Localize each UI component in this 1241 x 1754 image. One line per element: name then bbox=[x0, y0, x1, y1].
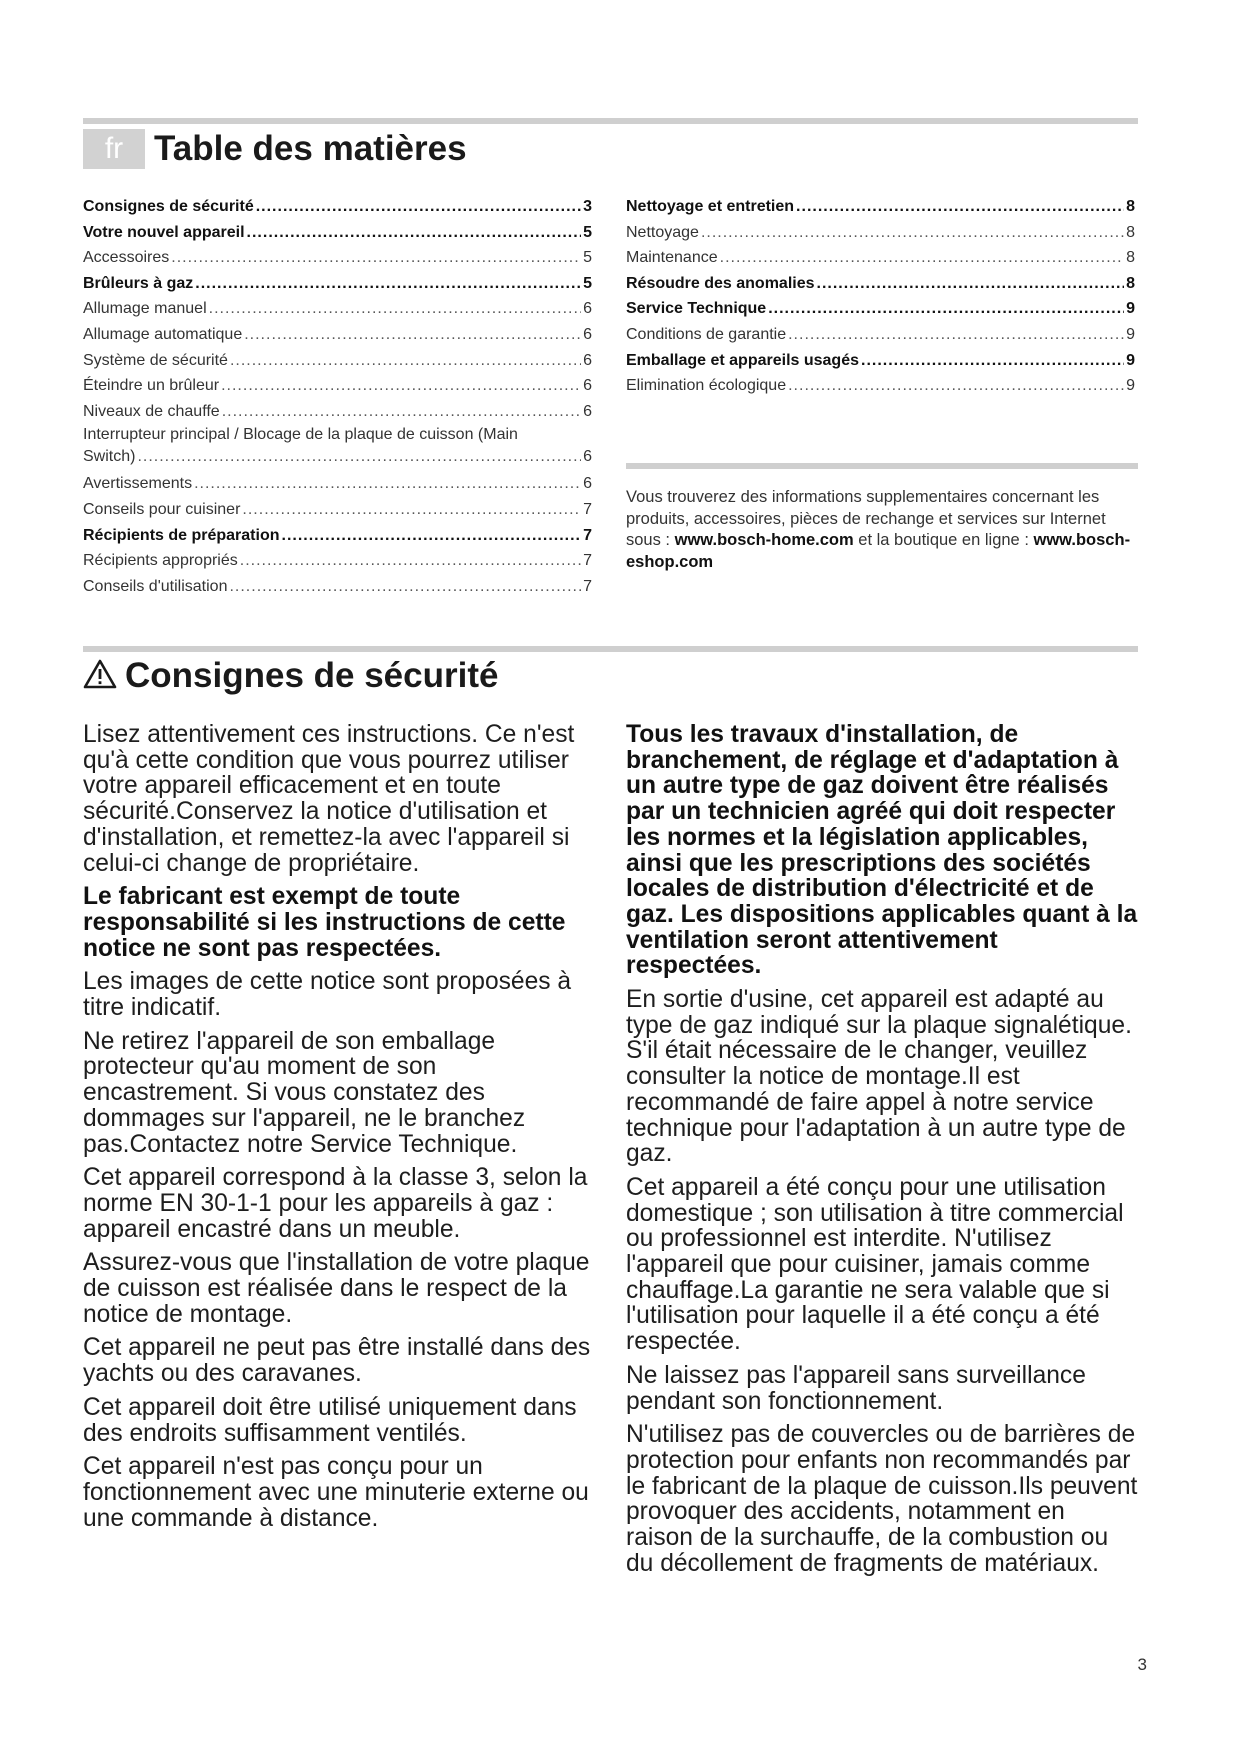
toc-entry[interactable] bbox=[83, 296, 592, 322]
toc-entry[interactable] bbox=[83, 523, 592, 549]
toc-leader bbox=[171, 245, 581, 271]
toc-entry-label: Accessoires bbox=[83, 249, 170, 267]
toc-entry[interactable] bbox=[83, 194, 592, 220]
toc-leader bbox=[788, 322, 1124, 348]
safety-left-column bbox=[83, 722, 595, 1539]
toc-leader bbox=[244, 322, 581, 348]
home-link[interactable]: www.bosch-home.com bbox=[674, 531, 854, 549]
safety-paragraph: Lisez attentivement ces instructions. Ce n'est qu'à cette condition que vous pourrez utiliser votre appareil efficacement et en toute sécurité.Conservez la notice d'utilisation et d'installation, et remettez-la avec l'appareil si celui-ci change de propriétaire. bbox=[83, 721, 575, 877]
toc-leader bbox=[720, 245, 1124, 271]
toc-leader bbox=[788, 373, 1124, 399]
toc-page: 7 bbox=[583, 552, 592, 570]
safety-paragraph: Cet appareil ne peut pas être installé dans des yachts ou des caravanes. bbox=[83, 1334, 591, 1388]
safety-right-column bbox=[626, 722, 1138, 1585]
safety-paragraph: En sortie d'usine, cet appareil est adapté au type de gaz indiqué sur la plaque signalétique. S'il était nécessaire de le changer, veuillez consulter la notice de montage.Il est recommandé de faire appel à notre service technique pour l'adaptation à un autre type de gaz. bbox=[626, 986, 1132, 1168]
toc-entry[interactable] bbox=[83, 348, 592, 374]
safety-paragraph: N'utilisez pas de couvercles ou de barrières de protection pour enfants non recommandés par le fabricant de la plaque de cuisson.Ils peuvent provoquer des accidents, notamment en raison de la surchauffe, de la combustion ou du décollement de fragments de matériaux. bbox=[626, 1421, 1138, 1577]
toc-entry[interactable] bbox=[626, 322, 1135, 348]
info-rule bbox=[626, 463, 1138, 469]
toc-leader bbox=[221, 373, 581, 399]
toc-page: 5 bbox=[583, 274, 592, 292]
safety-title: Consignes de sécurité bbox=[125, 656, 499, 695]
toc-entry-label: Conditions de garantie bbox=[626, 325, 787, 343]
toc-entry-label: Emballage et appareils usagés bbox=[626, 351, 859, 369]
safety-paragraph: Ne retirez l'appareil de son emballage protecteur qu'au moment de son encastrement. Si vous constatez des dommages sur l'appareil, ne le branchez pas.Contactez notre Service Technique. bbox=[83, 1027, 526, 1158]
toc-page: 5 bbox=[583, 249, 592, 267]
toc-left-column bbox=[83, 194, 592, 599]
toc-entry-label: Conseils pour cuisiner bbox=[83, 500, 241, 518]
toc-page: 6 bbox=[583, 351, 592, 369]
safety-paragraph: Assurez-vous que l'installation de votre plaque de cuisson est réalisée dans le respect de la notice de montage. bbox=[83, 1249, 590, 1328]
toc-leader bbox=[195, 271, 581, 297]
page-number: 3 bbox=[1137, 1655, 1147, 1674]
safety-rule bbox=[83, 646, 1138, 652]
safety-paragraph: Cet appareil correspond à la classe 3, selon la norme EN 30-1-1 pour les appareils à gaz : appareil encastré dans un meuble. bbox=[83, 1164, 588, 1243]
info-text-2: et la boutique en ligne : bbox=[853, 531, 1034, 549]
toc-entry-label: Maintenance bbox=[626, 249, 718, 267]
toc-entry[interactable] bbox=[626, 373, 1135, 399]
toc-page: 7 bbox=[583, 500, 592, 518]
toc-entry[interactable] bbox=[83, 548, 592, 574]
toc-entry-label: Allumage manuel bbox=[83, 300, 207, 318]
toc-right-column bbox=[626, 194, 1135, 399]
toc-leader bbox=[229, 574, 581, 600]
eshop-link[interactable]: www.bosch-eshop.com bbox=[626, 531, 1131, 571]
toc-leader bbox=[222, 399, 581, 425]
safety-paragraph: Les images de cette notice sont proposées à titre indicatif. bbox=[83, 968, 572, 1022]
info-box bbox=[626, 487, 1138, 573]
toc-page: 8 bbox=[1126, 198, 1135, 215]
toc-page: 6 bbox=[583, 300, 592, 318]
safety-paragraph-bold: Tous les travaux d'installation, de branchement, de réglage et d'adaptation à un autre type de gaz doivent être réalisés par un technicien agréé qui doit respecter les normes et la législation applicables, ainsi que les prescriptions des sociétés locales de distribution d'électricité et de gaz. Les dispositions applicables quant à la ventilation seront attentivement respectées. bbox=[626, 721, 1138, 980]
toc-page: 3 bbox=[583, 198, 592, 215]
safety-paragraph: Cet appareil n'est pas conçu pour un fonctionnement avec une minuterie externe ou une commande à distance. bbox=[83, 1453, 589, 1532]
toc-page: 6 bbox=[583, 325, 592, 343]
toc-entry[interactable] bbox=[626, 296, 1135, 322]
toc-entry-label: Avertissements bbox=[83, 475, 193, 493]
safety-paragraph: Ne laissez pas l'appareil sans surveillance pendant son fonctionnement. bbox=[626, 1361, 1086, 1415]
toc-entry[interactable] bbox=[83, 322, 592, 348]
toc-leader bbox=[256, 194, 581, 220]
toc-entry-label: Récipients appropriés bbox=[83, 552, 238, 570]
toc-entry[interactable] bbox=[626, 194, 1135, 220]
toc-entry-label-cont: Switch) bbox=[83, 448, 136, 466]
toc-entry-label: Éteindre un brûleur bbox=[83, 377, 220, 395]
toc-page: 5 bbox=[583, 223, 592, 241]
toc-leader bbox=[247, 220, 582, 246]
toc-page: 9 bbox=[1126, 377, 1135, 395]
toc-leader bbox=[861, 348, 1124, 374]
language-badge: fr bbox=[83, 129, 145, 169]
toc-entry-label: Allumage automatique bbox=[83, 325, 243, 343]
toc-entry[interactable] bbox=[626, 348, 1135, 374]
toc-entry[interactable] bbox=[83, 574, 592, 600]
toc-entry-label: Niveaux de chauffe bbox=[83, 402, 220, 420]
toc-entry-label: Consignes de sécurité bbox=[83, 198, 254, 215]
toc-page: 9 bbox=[1126, 300, 1135, 318]
toc-entry-label: Système de sécurité bbox=[83, 351, 228, 369]
toc-entry[interactable] bbox=[83, 373, 592, 399]
toc-entry[interactable] bbox=[83, 220, 592, 246]
toc-entry-label: Votre nouvel appareil bbox=[83, 223, 245, 241]
toc-leader bbox=[240, 548, 581, 574]
top-rule bbox=[83, 118, 1138, 124]
toc-leader bbox=[194, 471, 581, 497]
toc-leader bbox=[701, 220, 1124, 246]
toc-page: 9 bbox=[1126, 351, 1135, 369]
toc-page: 7 bbox=[583, 526, 592, 544]
toc-entry[interactable] bbox=[83, 399, 592, 425]
toc-entry-label: Interrupteur principal / Blocage de la plaque de cuisson (Main bbox=[83, 426, 518, 444]
toc-leader bbox=[209, 296, 581, 322]
toc-leader bbox=[282, 523, 582, 549]
toc-page: 8 bbox=[1126, 249, 1135, 267]
toc-entry-label: Résoudre des anomalies bbox=[626, 274, 815, 292]
toc-entry[interactable] bbox=[626, 220, 1135, 246]
toc-entry[interactable] bbox=[626, 245, 1135, 271]
info-text-1: Vous trouverez des informations supplementaires concernant les produits, accessoires, pièces de rechange et services sur Internet sous : bbox=[626, 488, 1106, 549]
toc-page: 8 bbox=[1126, 223, 1135, 241]
toc-entry-label: Conseils d'utilisation bbox=[83, 577, 228, 595]
toc-page: 7 bbox=[583, 577, 592, 595]
page-title: Table des matières bbox=[154, 129, 467, 168]
toc-leader bbox=[817, 271, 1125, 297]
safety-paragraph: Cet appareil a été conçu pour une utilisation domestique ; son utilisation à titre commercial ou professionnel est interdite. N'utilisez l'appareil que pour cuisiner, jamais comme chauffage.La garantie ne sera valable que si l'utilisation pour laquelle il a été conçu a été respectée. bbox=[626, 1173, 1124, 1356]
toc-page: 6 bbox=[583, 448, 592, 466]
safety-paragraph: Cet appareil doit être utilisé uniquement dans des endroits suffisamment ventilés. bbox=[83, 1393, 577, 1447]
toc-page: 8 bbox=[1126, 274, 1135, 292]
toc-entry[interactable] bbox=[83, 271, 592, 297]
toc-page: 9 bbox=[1126, 325, 1135, 343]
toc-leader bbox=[796, 194, 1124, 220]
toc-entry-label: Nettoyage bbox=[626, 223, 699, 241]
toc-entry-label: Elimination écologique bbox=[626, 377, 787, 395]
toc-leader bbox=[230, 348, 581, 374]
toc-page: 6 bbox=[583, 402, 592, 420]
toc-entry-label: Brûleurs à gaz bbox=[83, 274, 194, 292]
toc-entry-label: Service Technique bbox=[626, 300, 767, 318]
toc-entry[interactable] bbox=[83, 471, 592, 497]
toc-page: 6 bbox=[583, 377, 592, 395]
toc-entry-label: Récipients de préparation bbox=[83, 526, 280, 544]
toc-entry[interactable] bbox=[83, 245, 592, 271]
safety-heading bbox=[83, 656, 498, 696]
toc-entry[interactable] bbox=[626, 271, 1135, 297]
toc-leader bbox=[137, 446, 581, 468]
toc-page: 6 bbox=[583, 475, 592, 493]
toc-leader bbox=[768, 296, 1124, 322]
toc-leader bbox=[242, 497, 581, 523]
toc-entry-label: Nettoyage et entretien bbox=[626, 198, 795, 215]
toc-entry[interactable] bbox=[83, 497, 592, 523]
warning-triangle-icon bbox=[83, 659, 117, 689]
toc-entry[interactable] bbox=[83, 424, 592, 468]
safety-paragraph-bold: Le fabricant est exempt de toute responsabilité si les instructions de cette notice ne sont pas respectées. bbox=[83, 883, 566, 962]
